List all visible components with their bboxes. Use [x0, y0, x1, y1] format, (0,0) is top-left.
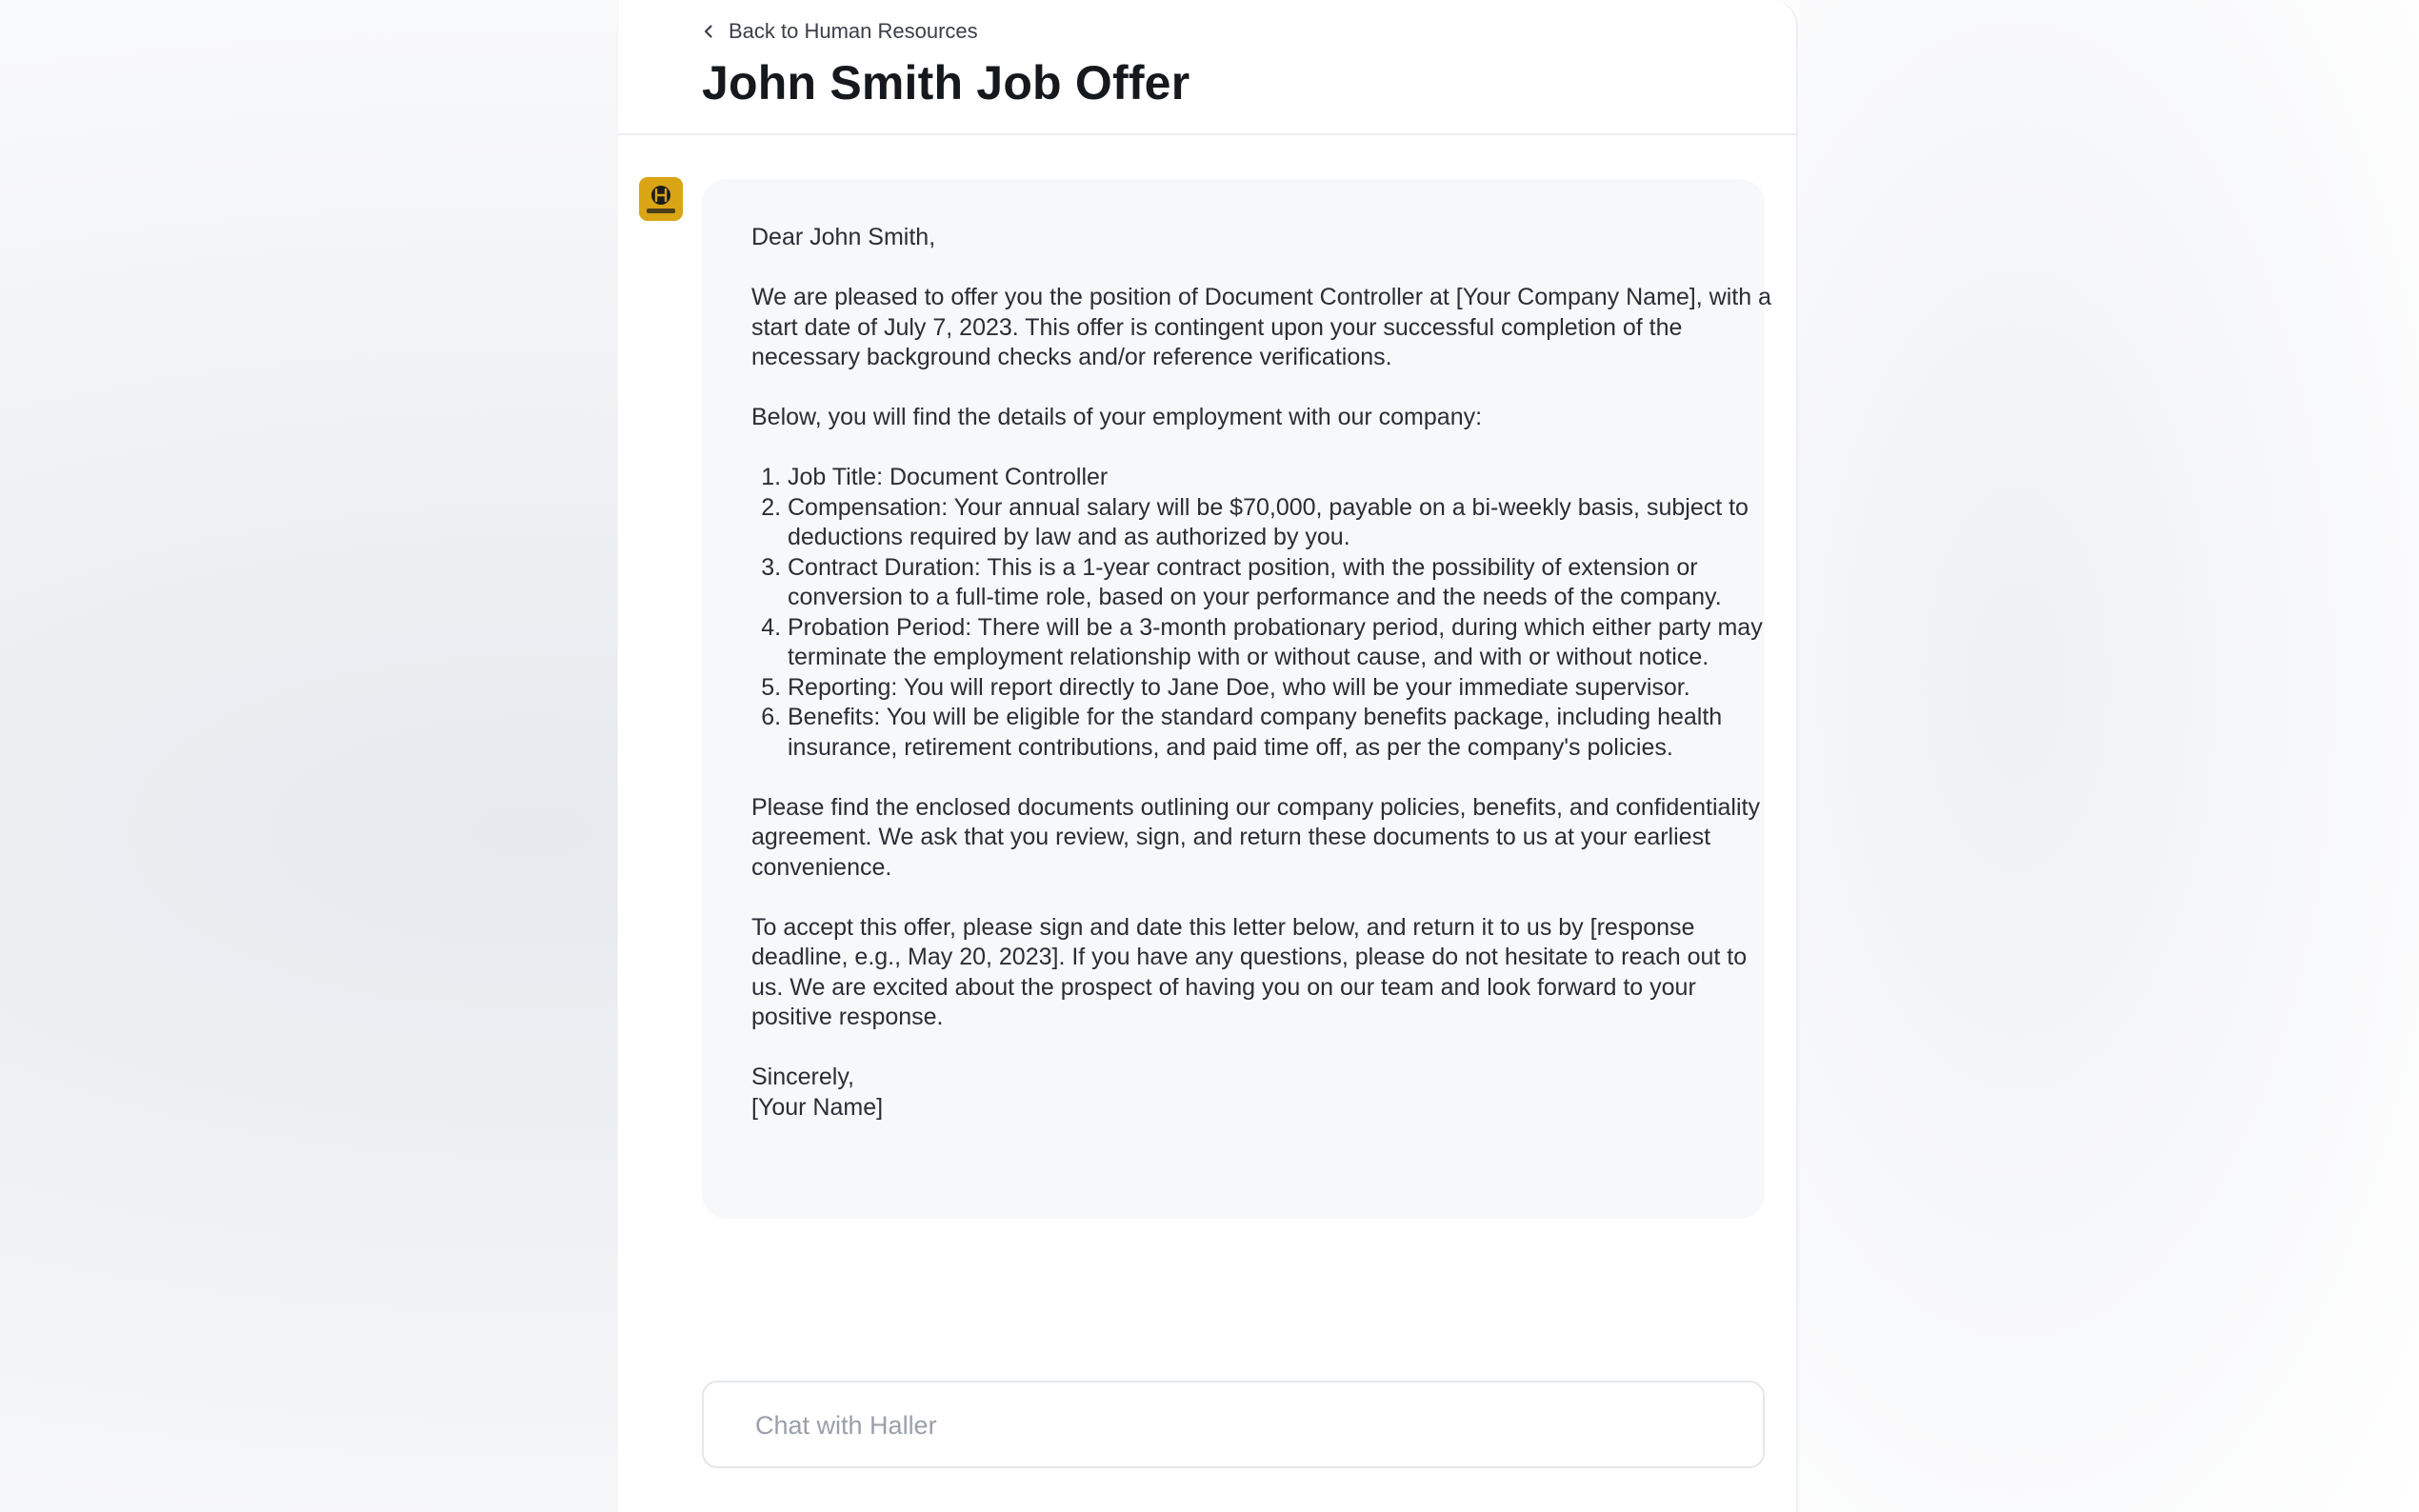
chat-input-container[interactable] [702, 1381, 1765, 1468]
list-item: 2. Compensation: Your annual salary will be $70,000, payable on a bi-weekly basis, subject to deductions required by law and as authorized by you. [788, 493, 1780, 553]
list-item: 5. Reporting: You will report directly to Jane Doe, who will be your immediate supervisor. [788, 673, 1780, 704]
list-item: 3. Contract Duration: This is a 1-year contract position, with the possibility of extension or conversion to a full-time role, based on your performance and the needs of the company. [788, 553, 1780, 613]
chat-input[interactable] [753, 1383, 1729, 1468]
haller-logo-icon [639, 177, 683, 221]
chat-panel [617, 0, 1798, 1512]
chevron-left-icon [700, 23, 717, 40]
list-item: 4. Probation Period: There will be a 3-month probationary period, during which either party may terminate the employment relationship with or without cause, and with or without notice. [788, 613, 1780, 673]
assistant-avatar [639, 177, 683, 221]
letter-paragraph: To accept this offer, please sign and date this letter below, and return it to us by [response deadline, e.g., May 20, 2023]. If you have any questions, please do not hesitate to reach out to us. We are excited about the prospect of having you on our team and look forward to your positive response. [751, 913, 1748, 1030]
page-header [618, 0, 1796, 135]
back-link-label: Back to Human Resources [729, 19, 978, 43]
assistant-message [751, 223, 1780, 1123]
list-item: 6. Benefits: You will be eligible for the standard company benefits package, including health insurance, retirement contributions, and paid time off, as per the company's policies. [788, 703, 1780, 763]
letter-paragraph: Please find the enclosed documents outlining our company policies, benefits, and confidentiality agreement. We ask that you review, sign, and return these documents to us at your earliest convenience. [751, 793, 1760, 881]
letter-signature: [Your Name] [751, 1093, 884, 1121]
letter-greeting: Dear John Smith, [751, 224, 936, 250]
back-link[interactable] [700, 19, 978, 44]
letter-paragraph: Below, you will find the details of your employment with our company: [751, 404, 1483, 430]
employment-details-list [751, 463, 1780, 763]
list-item: 1. Job Title: Document Controller [788, 463, 1780, 493]
letter-paragraph: We are pleased to offer you the position of Document Controller at [Your Company Name], with a start date of July 7, 2023. This offer is contingent upon your successful completion of the necessary background checks and/or reference verifications. [751, 284, 1771, 370]
background-right [1800, 0, 2419, 1512]
page-title: John Smith Job Offer [702, 56, 1190, 109]
letter-closing: Sincerely, [751, 1064, 854, 1090]
